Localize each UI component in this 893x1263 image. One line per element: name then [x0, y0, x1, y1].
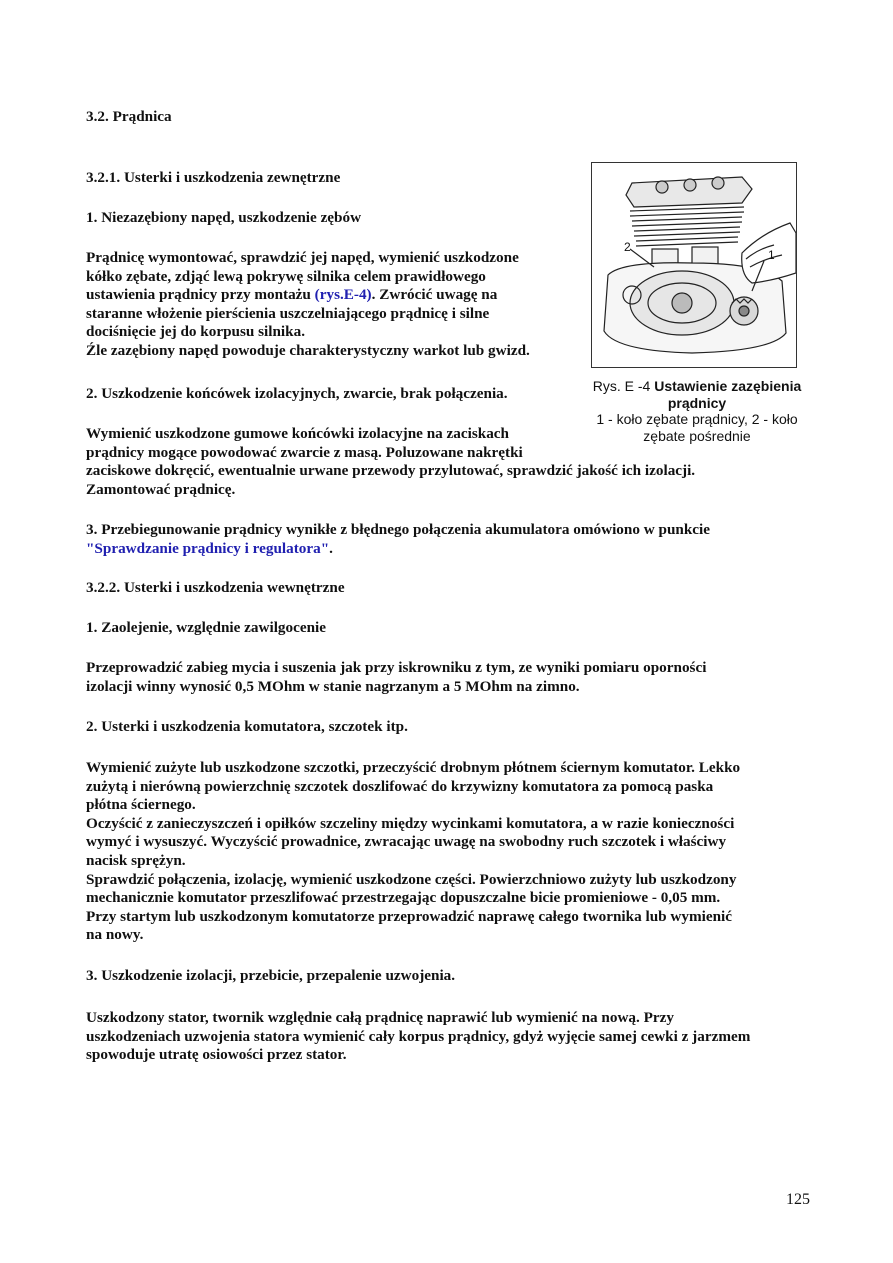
- text-line: [86, 286, 530, 305]
- text-line: Uszkodzony stator, twornik względnie całą prądnicę naprawić lub wymienić na nową. Przy: [86, 1009, 674, 1026]
- item-title-terminals: 2. Uszkodzenie końcówek izolacyjnych, zwarcie, brak połączenia.: [86, 385, 508, 402]
- text-line: Wymienić uszkodzone gumowe końcówki izolacyjne na zaciskach: [86, 425, 509, 442]
- engine-illustration: [592, 163, 796, 367]
- section-reference-link[interactable]: "Sprawdzanie prądnicy i regulatora": [86, 539, 330, 557]
- text-line: na nowy.: [86, 926, 144, 944]
- engine-figure: [591, 162, 797, 368]
- paragraph-drive: [86, 249, 530, 361]
- text-line: Sprawdzić połączenia, izolację, wymienić uszkodzone części. Powierzchniowo zużyty lub uszkodzony: [86, 870, 737, 888]
- subsection-title-external: 3.2.1. Usterki i uszkodzenia zewnętrzne: [86, 169, 341, 186]
- paragraph-oil: [86, 659, 706, 696]
- text-line: płótna ściernego.: [86, 796, 196, 814]
- paragraph-insulation: [86, 1009, 750, 1065]
- caption-title: Ustawienie zazębienia: [654, 378, 802, 394]
- text-line: Prądnicę wymontować, sprawdzić jej napęd, wymienić uszkodzone: [86, 249, 519, 266]
- figure-caption: [572, 378, 822, 444]
- item-title-oil: 1. Zaolejenie, względnie zawilgocenie: [86, 619, 326, 636]
- item-title-commutator: 2. Usterki i uszkodzenia komutatora, szczotek itp.: [86, 718, 408, 735]
- text-line: staranne włożenie pierścienia uszczelniającego prądnicę i silne: [86, 304, 490, 322]
- section-title: 3.2. Prądnica: [86, 108, 172, 125]
- text-line: mechanicznie komutator przeszlifować przestrzegając dopuszczalne bicie promieniowe - 0,05 mm.: [86, 889, 721, 907]
- caption-legend-line: 1 - koło zębate prądnicy, 2 - koło: [596, 411, 798, 427]
- text-line: Źle zazębiony napęd powoduje charakterystyczny warkot lub gwizd.: [86, 341, 530, 359]
- text-line: prądnicy mogące powodować zwarcie z masą. Poluzowane nakrętki: [86, 443, 523, 461]
- text-line: Przy startym lub uszkodzonym komutatorze przeprowadzić naprawę całego twornika lub wymienić: [86, 907, 732, 925]
- text-line: uszkodzeniach uzwojenia statora wymienić cały korpus prądnicy, gdyż wyjęcie samej cewki z jarzmem: [86, 1027, 751, 1045]
- text-line: wymyć i wysuszyć. Wyczyścić prowadnice, zwracając uwagę na swobodny ruch szczotek i właściwy: [86, 833, 727, 851]
- text-line: Wymienić zużyte lub uszkodzone szczotki, przeczyścić drobnym płótnem ściernym komutator. Lekko: [86, 759, 741, 776]
- callout-label-2: 2: [624, 240, 631, 254]
- text-line: [86, 540, 710, 559]
- caption-title-line-2: prądnicy: [667, 394, 727, 411]
- caption-title-line: [572, 378, 822, 395]
- paragraph-commutator: [86, 759, 740, 945]
- caption-legend-line: zębate pośrednie: [643, 427, 751, 444]
- subsection-title-internal: 3.2.2. Usterki i uszkodzenia wewnętrzne: [86, 579, 345, 596]
- page-number: 125: [786, 1191, 810, 1208]
- item-title-drive: 1. Niezazębiony napęd, uszkodzenie zębów: [86, 209, 362, 226]
- text-line: zaciskowe dokręcić, ewentualnie urwane przewody przylutować, sprawdzić jakość ich izolacji.: [86, 462, 696, 480]
- text-span: . Zwrócić uwagę na: [371, 286, 498, 304]
- text-span: .: [329, 539, 333, 557]
- paragraph-polarity: [86, 521, 710, 558]
- callout-label-1: 1: [768, 248, 775, 262]
- text-line: Przeprowadzić zabieg mycia i suszenia jak przy iskrowniku z tym, ze wyniki pomiaru oporności: [86, 659, 707, 676]
- text-line: Oczyścić z zanieczyszczeń i opiłków szczeliny między wycinkami komutatora, a w razie konieczności: [86, 814, 735, 832]
- text-span: ustawienia prądnicy przy montażu: [86, 286, 315, 304]
- figure-reference-link[interactable]: (rys.E-4): [314, 286, 372, 304]
- text-line: 3. Przebiegunowanie prądnicy wynikłe z błędnego połączenia akumulatora omówiono w punkcie: [86, 521, 710, 538]
- text-line: dociśnięcie jej do korpusu silnika.: [86, 323, 305, 341]
- text-line: zużytą i nierówną powierzchnię szczotek doszlifować do krzywizny komutatora za pomocą paska: [86, 777, 714, 795]
- text-line: spowoduje utratę osiowości przez stator.: [86, 1046, 347, 1064]
- caption-prefix: Rys. E -4: [592, 378, 655, 394]
- text-line: izolacji winny wynosić 0,5 MOhm w stanie nagrzanym a 5 MOhm na zimno.: [86, 677, 580, 695]
- text-line: Zamontować prądnicę.: [86, 480, 236, 498]
- item-title-insulation: 3. Uszkodzenie izolacji, przebicie, przepalenie uzwojenia.: [86, 967, 456, 984]
- text-line: kółko zębate, zdjąć lewą pokrywę silnika celem prawidłowego: [86, 267, 486, 285]
- text-line: nacisk sprężyn.: [86, 851, 186, 869]
